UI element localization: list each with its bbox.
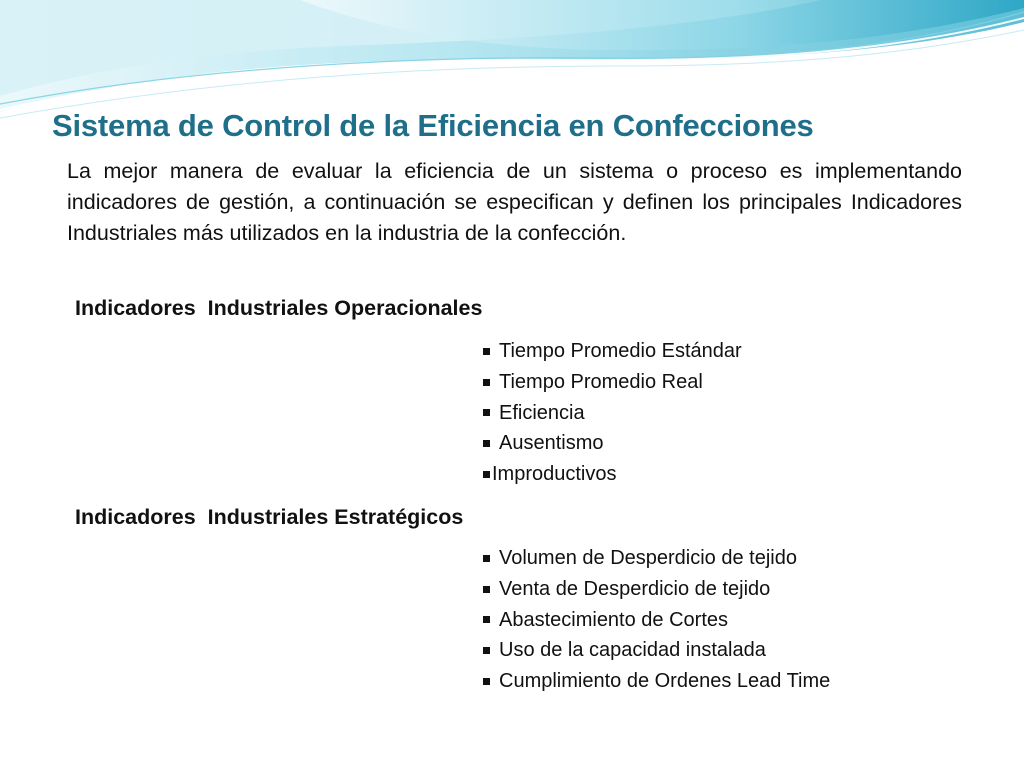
square-bullet-icon [483,586,490,593]
square-bullet-icon [483,678,490,685]
square-bullet-icon [483,348,490,355]
list-item [483,666,830,697]
list-item-label: Tiempo Promedio Estándar [499,340,742,362]
intro-paragraph: La mejor manera de evaluar la eficiencia de un sistema o proceso es implementando indicadores de gestión, a continuación se especifican y definen los principales Indicadores Industriales más utilizados en la industria de la confección. [67,159,962,245]
strategic-indicators-list [483,543,830,697]
operational-indicators-heading: Indicadores Industriales Operacionales [75,296,483,320]
list-item [483,459,742,490]
list-item [483,336,742,367]
list-item-label: Improductivos [492,463,617,486]
square-bullet-icon [483,647,490,654]
list-item [483,428,742,459]
list-item-label: Volumen de Desperdicio de tejido [499,547,797,569]
list-item-label: Eficiencia [499,401,585,424]
page-title: Sistema de Control de la Eficiencia en Confecciones [52,108,814,143]
list-item [483,635,830,666]
operational-indicators-list [483,336,742,490]
square-bullet-icon [483,440,490,447]
square-bullet-icon [483,379,490,386]
list-item [483,574,830,605]
list-item-label: Cumplimiento de Ordenes Lead Time [499,670,831,693]
list-item [483,605,830,636]
list-item [483,543,830,574]
list-item [483,367,742,398]
list-item [483,398,742,429]
list-item-label: Uso de la capacidad instalada [499,639,766,662]
list-item-label: Venta de Desperdicio de tejido [499,577,771,600]
square-bullet-icon [483,409,490,416]
square-bullet-icon [483,471,490,478]
square-bullet-icon [483,555,490,562]
list-item-label: Abastecimiento de Cortes [499,608,729,631]
square-bullet-icon [483,616,490,623]
strategic-indicators-heading: Indicadores Industriales Estratégicos [75,505,464,529]
list-item-label: Ausentismo [499,432,604,455]
list-item-label: Tiempo Promedio Real [499,370,703,393]
